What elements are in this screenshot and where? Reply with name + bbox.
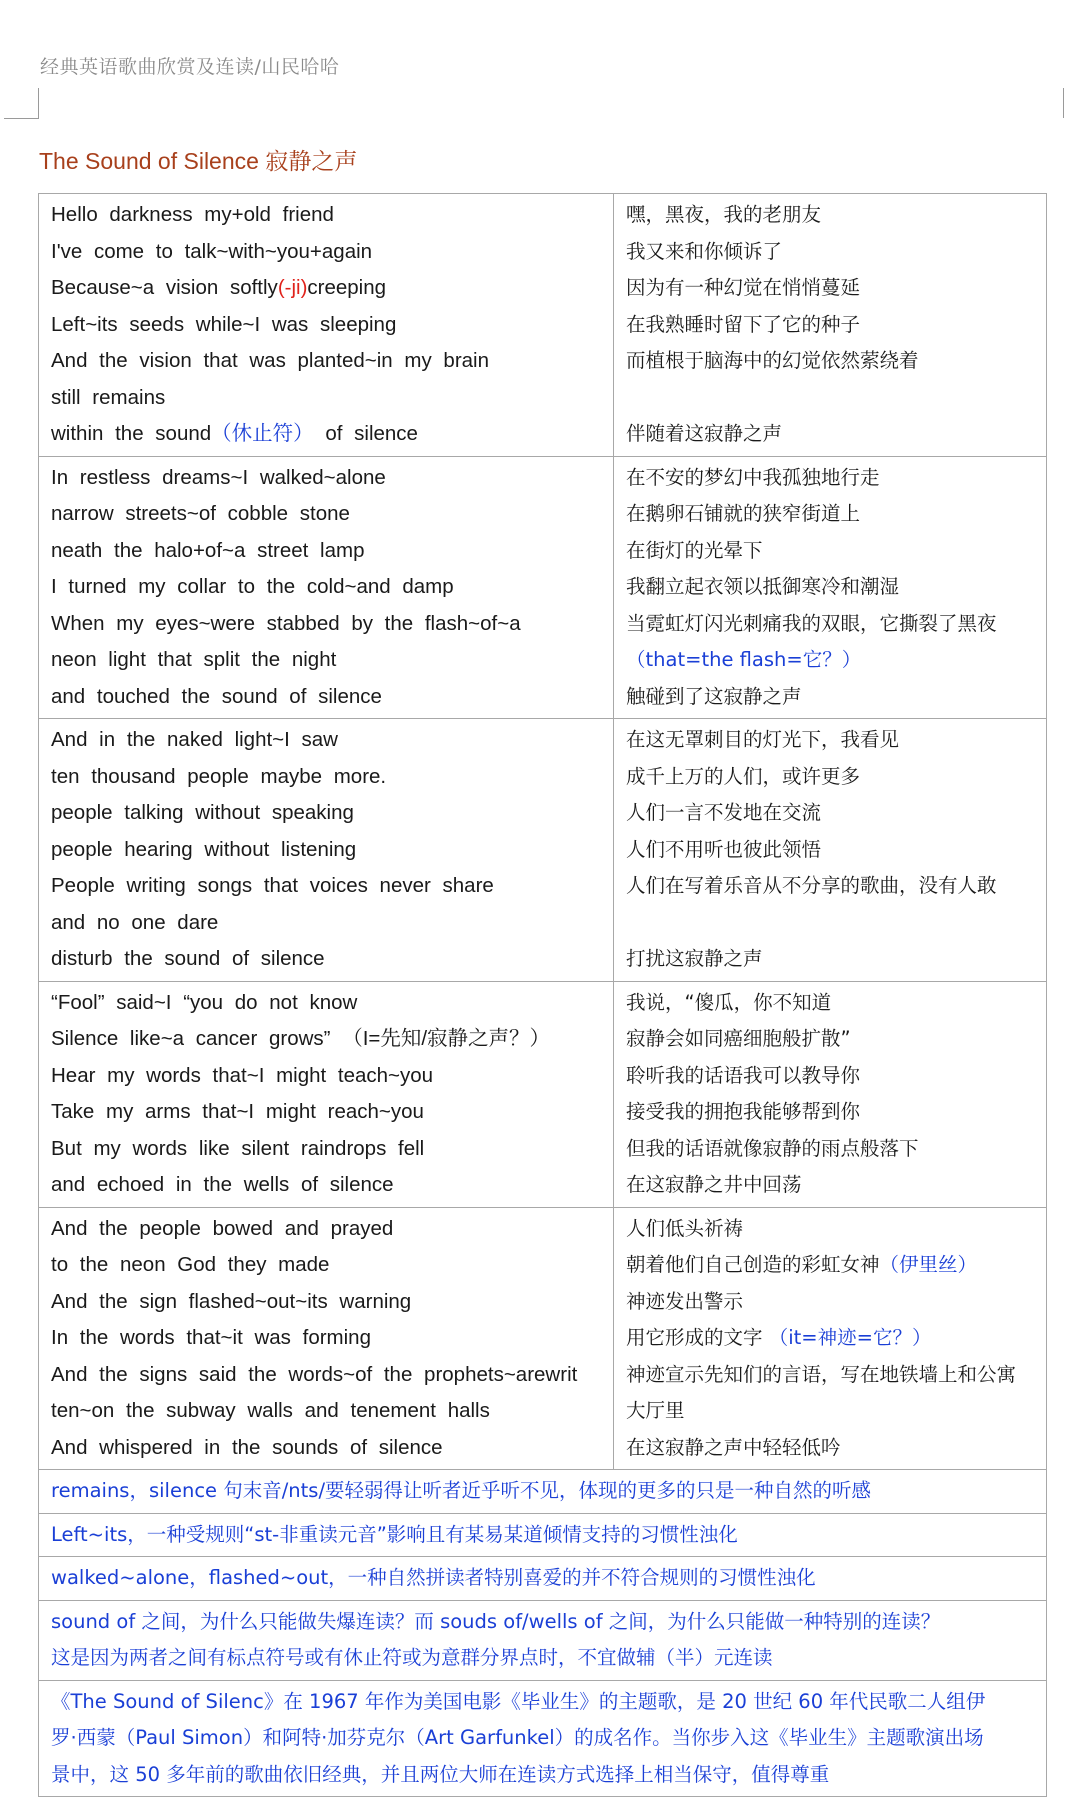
lyric-line: Silence like~a cancer grows” （I=先知/寂静之声？） xyxy=(51,1027,551,1050)
lyric-line: within the sound（休止符） of silence xyxy=(51,422,418,445)
lyric-line xyxy=(626,642,1042,679)
lyric-line: Take my arms that~I might reach~you xyxy=(51,1100,424,1123)
lyric-line: narrow streets~of cobble stone xyxy=(51,502,350,525)
lyric-line: 在这寂静之声中轻轻低吟 xyxy=(626,1435,841,1459)
lyric-line: neath the halo+of~a street lamp xyxy=(51,538,365,562)
english-lyrics-cell xyxy=(39,194,614,457)
note-row xyxy=(39,1513,1047,1557)
stanza-row xyxy=(39,719,1047,982)
chinese-translation-cell xyxy=(614,194,1047,457)
lyric-line: and touched the sound of silence xyxy=(51,684,382,708)
lyric-line: 但我的话语就像寂静的雨点般落下 xyxy=(626,1136,919,1160)
lyric-line: But my words like silent raindrops fell xyxy=(51,1136,425,1160)
lyric-line: I turned my collar to the cold~and damp xyxy=(51,575,454,598)
english-lyrics-cell xyxy=(39,456,614,719)
stanza-row xyxy=(39,456,1047,719)
note-line: 罗·西蒙（Paul Simon）和阿特·加芬克尔（Art Garfunkel）的成名作。当你步入这《毕业生》主题歌演出场 xyxy=(51,1726,984,1749)
lyric-line: And the sign flashed~out~its warning xyxy=(51,1289,412,1313)
lyric-line: And the signs said the words~of the prophets~arewrit xyxy=(51,1362,578,1386)
note-cell xyxy=(39,1680,1047,1797)
english-lyrics-cell xyxy=(39,719,614,982)
lyric-line: And in the naked light~I saw xyxy=(51,728,338,751)
lyric-line xyxy=(626,905,1042,942)
lyric-line: 人们一言不发地在交流 xyxy=(626,801,822,824)
lyric-line: 人们低头祈祷 xyxy=(626,1216,744,1240)
note-cell xyxy=(39,1470,1047,1514)
note-row xyxy=(39,1600,1047,1680)
pronunciation-hint: (-ji) xyxy=(277,276,308,299)
note-row xyxy=(39,1470,1047,1514)
lyric-line: Hear my words that~I might teach~you xyxy=(51,1063,434,1087)
lyric-line: In restless dreams~I walked~alone xyxy=(51,465,386,489)
note-line: 这是因为两者之间有标点符号或有休止符或为意群分界点时，不宜做辅（半）元连读 xyxy=(51,1646,773,1669)
note-line: Left~its，一种受规则“st-非重读元音”影响且有某易某道倾情支持的习惯性浊化 xyxy=(51,1522,738,1546)
lyric-line: 人们不用听也彼此领悟 xyxy=(626,837,822,861)
english-lyrics-cell xyxy=(39,981,614,1207)
annotation-note: （伊里丝） xyxy=(879,1253,978,1276)
lyric-line: And the people bowed and prayed xyxy=(51,1216,394,1240)
lyric-line: 当霓虹灯闪光刺痛我的双眼，它撕裂了黑夜 xyxy=(626,611,997,635)
lyric-line: And the vision that was planted~in my brain xyxy=(51,349,489,372)
lyric-line: 在不安的梦幻中我孤独地行走 xyxy=(626,465,880,489)
lyric-line: Left~its seeds while~I was sleeping xyxy=(51,312,397,336)
page-corner-mark-left xyxy=(4,88,39,119)
note-row xyxy=(39,1680,1047,1797)
lyric-line: In the words that~it was forming xyxy=(51,1326,371,1349)
lyric-line: 触碰到了这寂静之声 xyxy=(626,684,802,708)
stanza-row xyxy=(39,1207,1047,1470)
lyric-line: and no one dare xyxy=(51,910,219,934)
note-cell xyxy=(39,1600,1047,1680)
lyric-line: “Fool” said~I “you do not know xyxy=(51,990,358,1014)
annotation-note: （休止符） xyxy=(211,422,314,445)
lyric-line: 神迹发出警示 xyxy=(626,1289,744,1313)
lyric-line: 朝着他们自己创造的彩虹女神（伊里丝） xyxy=(626,1253,978,1276)
lyric-line: People writing songs that voices never share xyxy=(51,874,494,897)
lyric-line: 在街灯的光晕下 xyxy=(626,538,763,562)
stanza-row xyxy=(39,194,1047,457)
lyric-line: Hello darkness my+old friend xyxy=(51,203,334,226)
lyric-line: 人们在写着乐音从不分享的歌曲，没有人敢 xyxy=(626,874,997,897)
chinese-translation-cell xyxy=(614,981,1047,1207)
lyric-line: 而植根于脑海中的幻觉依然萦绕着 xyxy=(626,349,919,372)
lyric-line xyxy=(626,380,1042,417)
chinese-translation-cell xyxy=(614,456,1047,719)
lyric-line: 伴随着这寂静之声 xyxy=(626,422,783,445)
lyric-line: 我说，“傻瓜，你不知道 xyxy=(626,990,832,1014)
lyric-line: 成千上万的人们，或许更多 xyxy=(626,764,861,788)
english-lyrics-cell xyxy=(39,1207,614,1470)
lyric-line: and echoed in the wells of silence xyxy=(51,1173,394,1196)
song-title: The Sound of Silence 寂静之声 xyxy=(39,148,358,174)
lyric-line: 神迹宣示先知们的言语，写在地铁墙上和公寓 xyxy=(626,1362,1017,1386)
lyric-line: I've come to talk~with~you+again xyxy=(51,239,373,263)
lyric-line: 我又来和你倾诉了 xyxy=(626,239,783,263)
annotation-note: （that=the flash=它？） xyxy=(626,648,862,671)
chinese-translation-cell xyxy=(614,1207,1047,1470)
note-line: 景中，这 50 多年前的歌曲依旧经典，并且两位大师在连读方式选择上相当保守，值得尊重 xyxy=(51,1762,830,1786)
note-line: sound of 之间，为什么只能做失爆连读？而 souds of/wells of 之间，为什么只能做一种特别的连读？ xyxy=(51,1609,941,1633)
note-row xyxy=(39,1557,1047,1601)
lyric-line: disturb the sound of silence xyxy=(51,947,325,970)
page-header: 经典英语歌曲欣赏及连读/山民哈哈 xyxy=(40,56,340,78)
chinese-translation-cell xyxy=(614,719,1047,982)
lyric-line: 在这寂静之井中回荡 xyxy=(626,1173,802,1196)
lyric-line: 嘿，黑夜，我的老朋友 xyxy=(626,203,822,226)
note-line: walked~alone，flashed~out，一种自然拼读者特别喜爱的并不符合规则的习惯性浊化 xyxy=(51,1566,816,1589)
note-cell xyxy=(39,1513,1047,1557)
lyric-line: 我翻立起衣领以抵御寒冷和潮湿 xyxy=(626,575,900,598)
lyric-line: 在鹅卵石铺就的狭窄街道上 xyxy=(626,502,861,525)
lyric-line: still remains xyxy=(51,385,166,409)
lyric-line: 聆听我的话语我可以教导你 xyxy=(626,1063,861,1087)
lyric-line: 打扰这寂静之声 xyxy=(626,947,763,970)
lyric-line: people talking without speaking xyxy=(51,801,354,824)
note-cell xyxy=(39,1557,1047,1601)
annotation-note: （it=神迹=它？） xyxy=(768,1326,932,1349)
lyric-line: neon light that split the night xyxy=(51,648,337,671)
note-line: remains，silence 句末音/nts/要轻弱得让听者近乎听不见，体现的更多的只是一种自然的听感 xyxy=(51,1479,872,1502)
lyric-line: 因为有一种幻觉在悄悄蔓延 xyxy=(626,276,861,299)
lyric-line: people hearing without listening xyxy=(51,837,357,861)
lyric-line: When my eyes~were stabbed by the flash~of~a xyxy=(51,611,521,635)
lyric-line: Because~a vision softly(-ji)creeping xyxy=(51,276,387,299)
stanza-row xyxy=(39,981,1047,1207)
lyric-line: 用它形成的文字 （it=神迹=它？） xyxy=(626,1326,932,1349)
note-line: 《The Sound of Silenc》在 1967 年作为美国电影《毕业生》的主题歌，是 20 世纪 60 年代民歌二人组伊 xyxy=(51,1689,986,1713)
lyric-line: 接受我的拥抱我能够帮到你 xyxy=(626,1100,861,1123)
lyric-line: 寂静会如同癌细胞般扩散” xyxy=(626,1027,851,1050)
lyric-line: And whispered in the sounds of silence xyxy=(51,1435,443,1459)
lyric-line: 大厅里 xyxy=(626,1399,685,1422)
lyric-line: 在我熟睡时留下了它的种子 xyxy=(626,312,861,336)
lyric-line: 在这无罩刺目的灯光下，我看见 xyxy=(626,728,900,751)
lyric-line: ten thousand people maybe more. xyxy=(51,764,387,788)
lyric-line: to the neon God they made xyxy=(51,1253,330,1276)
lyrics-table xyxy=(38,193,1047,1797)
page-corner-mark-right xyxy=(1063,88,1068,118)
lyric-line: ten~on the subway walls and tenement halls xyxy=(51,1399,490,1422)
